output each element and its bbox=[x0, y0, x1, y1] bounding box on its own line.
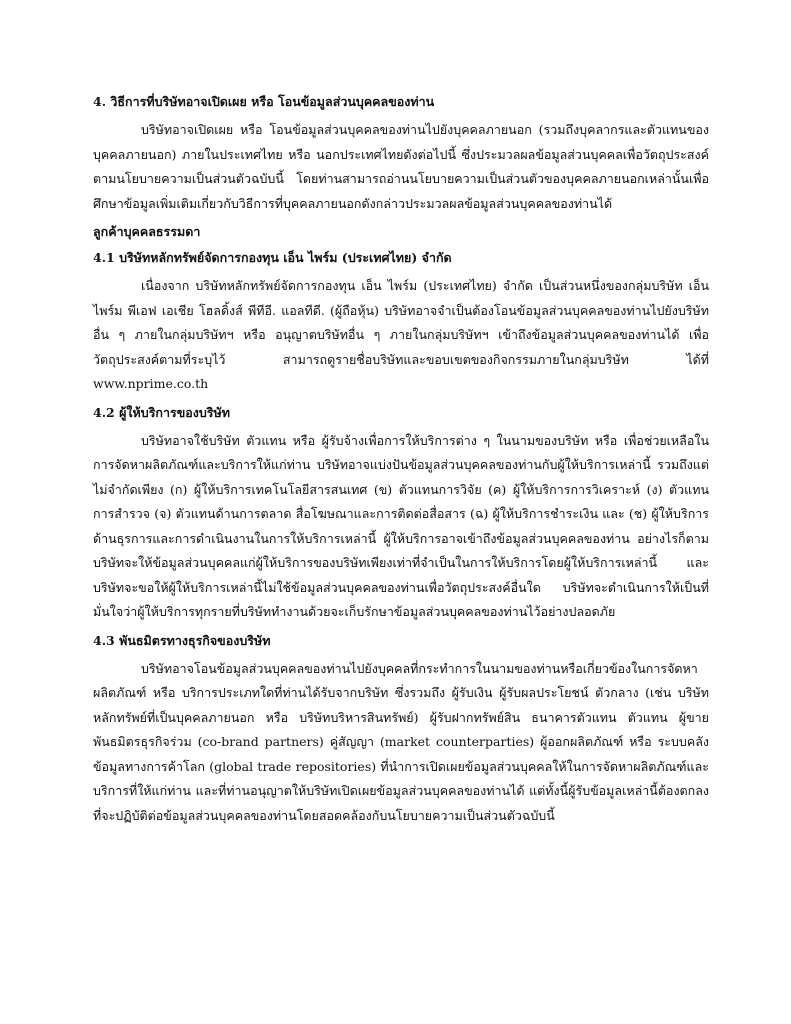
subsection-4-2-paragraph: บริษัทอาจใช้บริษัท ตัวแทน หรือ ผู้รับจ้างเพื่อการให้บริการต่าง ๆ ในนามของบริษัท หรือ เพื่อช่วยเหลือในการจัดหาผลิตภัณฑ์และบริการให้แก่ท่าน บริษัทอาจแบ่งปันข้อมูลส่วนบุคคลของท่านกับผู้ให้บริการเหล่านี้ รวมถึงแต่ไม่จำกัดเพียง (ก) ผู้ให้บริการเทคโนโลยีสารสนเทศ (ข) ตัวแทนการวิจัย (ค) ผู้ให้บริการการวิเคราะห์ (ง) ตัวแทนการสำรวจ (จ) ตัวแทนด้านการตลาด สื่อโฆษณาและการติดต่อสื่อสาร (ฉ) ผู้ให้บริการชำระเงิน และ (ช) ผู้ให้บริการด้านธุรการและการดำเนินงานในการให้บริการเหล่านี้ ผู้ให้บริการอาจเข้าถึงข้อมูลส่วนบุคคลของท่าน อย่างไรก็ตาม บริษัทจะให้ข้อมูลส่วนบุคคลแก่ผู้ให้บริการของบริษัทเพียงเท่าที่จำเป็นในการให้บริการโดยผู้ให้บริการเหล่านี้ และบริษัทจะขอให้ผู้ให้บริการเหล่านี้ไม่ใช้ข้อมูลส่วนบุคคลของท่านเพื่อวัตถุประสงค์อื่นใด บริษัทจะดำเนินการให้เป็นที่มั่นใจว่าผู้ให้บริการทุกรายที่บริษัททำงานด้วยจะเก็บรักษาข้อมูลส่วนบุคคลของท่านไว้อย่างปลอดภัย bbox=[93, 432, 709, 619]
section-4-heading: 4. วิธีการที่บริษัทอาจเปิดเผย หรือ โอนข้อมูลส่วนบุคคลของท่าน bbox=[93, 94, 435, 109]
subsection-4-2-heading: 4.2 ผู้ให้บริการของบริษัท bbox=[93, 404, 230, 420]
subsection-4-1-heading: 4.1 บริษัทหลักทรัพย์จัดการกองทุน เอ็น ไพร์ม (ประเทศไทย) จำกัด bbox=[93, 250, 452, 265]
section-4 bbox=[93, 92, 709, 242]
subsection-4-2 bbox=[93, 403, 709, 625]
subsection-4-3-paragraph: บริษัทอาจโอนข้อมูลส่วนบุคคลของท่านไปยังบุคคลที่กระทำการในนามของท่านหรือเกี่ยวข้องในการจัดหาผลิตภัณฑ์ หรือ บริการประเภทใดที่ท่านได้รับจากบริษัท ซึ่งรวมถึง ผู้รับเงิน ผู้รับผลประโยชน์ ตัวกลาง (เช่น บริษัทหลักทรัพย์ที่เป็นบุคคลภายนอก หรือ บริษัทบริหารสินทรัพย์) ผู้รับฝากทรัพย์สิน ธนาคารตัวแทน ตัวแทน ผู้ขาย พันธมิตรธุรกิจร่วม (co-brand partners) คู่สัญญา (market counterparties) ผู้ออกผลิตภัณฑ์ หรือ ระบบคลังข้อมูลทางการค้าโลก (global trade repositories) ที่นำการเปิดเผยข้อมูลส่วนบุคคลให้ในการจัดหาผลิตภัณฑ์และบริการที่ให้แก่ท่าน และที่ท่านอนุญาตให้บริษัทเปิดเผยข้อมูลส่วนบุคคลของท่านได้ แต่ทั้งนี้ผู้รับข้อมูลเหล่านี้ต้องตกลงที่จะปฏิบัติต่อข้อมูลส่วนบุคคลของท่านโดยสอดคล้องกับนโยบายความเป็นส่วนตัวฉบับนี้ bbox=[93, 660, 709, 823]
subsection-4-3 bbox=[93, 631, 709, 829]
subsection-4-3-heading: 4.3 พันธมิตรทางธุรกิจของบริษัท bbox=[93, 632, 271, 648]
section-4-intro-paragraph: บริษัทอาจเปิดเผย หรือ โอนข้อมูลส่วนบุคคลของท่านไปยังบุคคลภายนอก (รวมถึงบุคลากรและตัวแทนของบุคคลภายนอก) ภายในประเทศไทย หรือ นอกประเทศไทยดังต่อไปนี้ ซึ่งประมวลผลข้อมูลส่วนบุคคลเพื่อวัตถุประสงค์ตามนโยบายความเป็นส่วนตัวฉบับนี้ โดยท่านสามารถอ่านนโยบายความเป็นส่วนตัวของบุคคลภายนอกเหล่านั้นเพื่อศึกษาข้อมูลเพิ่มเติมเกี่ยวกับวิธีการที่บุคคลภายนอกดังกล่าวประมวลผลข้อมูลส่วนบุคคลของท่านได้ bbox=[93, 122, 709, 211]
subsection-4-1-paragraph: เนื่องจาก บริษัทหลักทรัพย์จัดการกองทุน เอ็น ไพร์ม (ประเทศไทย) จำกัด เป็นส่วนหนึ่งของกลุ่มบริษัท เอ็น ไพร์ม พีเอฟ เอเชีย โฮลดิ้งส์ พีทีอี. แอลทีดี. (ผู้ถือหุ้น) บริษัทอาจจำเป็นต้องโอนข้อมูลส่วนบุคคลของท่านไปยังบริษัทอื่น ๆ ภายในกลุ่มบริษัทฯ หรือ อนุญาตบริษัทอื่น ๆ ภายในกลุ่มบริษัทฯ เข้าถึงข้อมูลส่วนบุคคลของท่านได้ เพื่อวัตถุประสงค์ตามที่ระบุไว้ สามารถดูรายชื่อบริษัทและขอบเขตของกิจกรรมภายในกลุ่มบริษัท ได้ที่ www.nprime.co.th bbox=[93, 278, 709, 391]
customer-type-label: ลูกค้าบุคคลธรรมดา bbox=[93, 224, 201, 239]
subsection-4-1 bbox=[93, 248, 709, 397]
